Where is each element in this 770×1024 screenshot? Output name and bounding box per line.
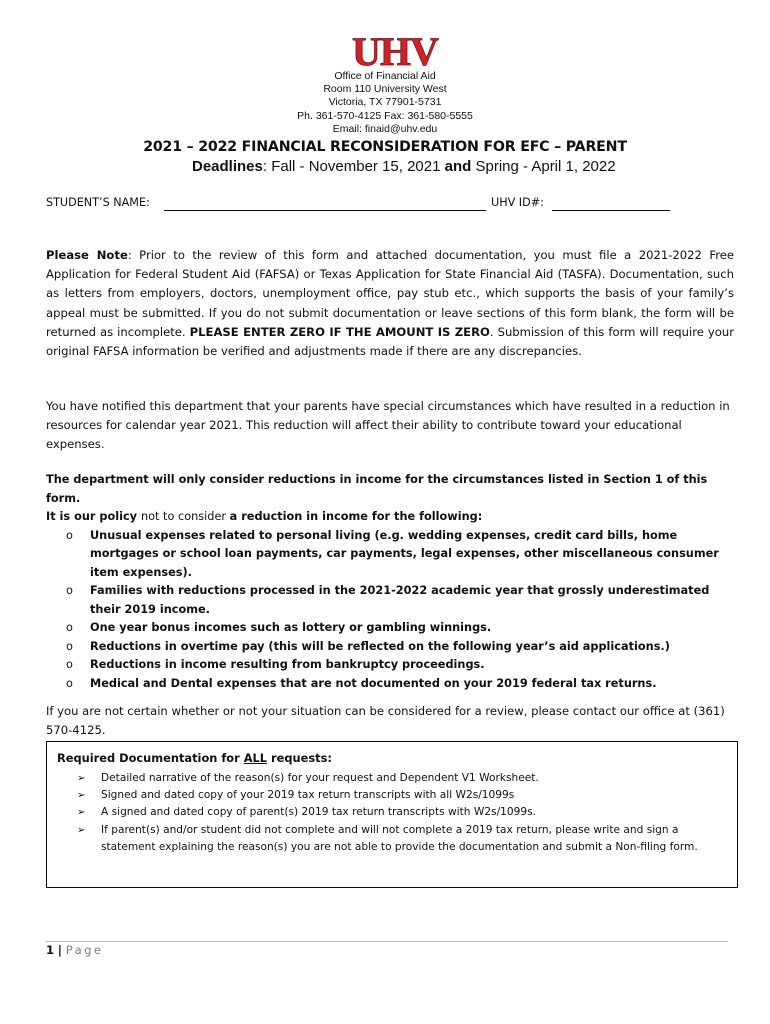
- contact-paragraph: If you are not certain whether or not your situation can be considered for a review, please contact our office at (361) 570-4125.: [46, 704, 725, 737]
- uhv-logo-graphic: [346, 33, 444, 69]
- uhv-id-field[interactable]: [552, 210, 670, 211]
- page-number: 1: [46, 943, 55, 957]
- footer-separator: |: [57, 943, 63, 957]
- enter-zero-notice: PLEASE ENTER ZERO IF THE AMOUNT IS ZERO: [189, 324, 490, 339]
- all-emphasis: ALL: [243, 751, 268, 765]
- page-footer: [46, 943, 103, 957]
- bullet-marker: o: [66, 658, 73, 671]
- bullet-marker: o: [66, 584, 73, 597]
- policy-line-2b: not to consider: [140, 510, 230, 523]
- uhv-logo: [346, 33, 444, 69]
- office-address: [0, 70, 770, 136]
- notified-paragraph: You have notified this department that your parents have special circumstances which have resulted in a reduction in resources for calendar year 2021. This reduction will affect their ability to contribute toward your educational expenses.: [46, 399, 730, 452]
- form-title: 2021 – 2022 FINANCIAL RECONSIDERATION FOR EFC – PARENT: [143, 139, 627, 155]
- policy-line-1: The department will only consider reductions in income for the circumstances listed in Section 1 of this form.: [46, 473, 708, 505]
- footer-divider: [46, 941, 728, 942]
- list-item: ➢ Detailed narrative of the reason(s) for your request and Dependent V1 Worksheet.: [57, 770, 729, 787]
- bullet-marker: o: [66, 528, 73, 542]
- page-label: Page: [65, 943, 104, 957]
- student-name-field[interactable]: [164, 210, 486, 211]
- bullet-marker: o: [66, 639, 73, 653]
- arrow-bullet-icon: ➢: [77, 824, 86, 836]
- list-item: o Reductions in overtime pay (this will be reflected on the following year’s aid applications.): [46, 638, 734, 657]
- bullet-marker: o: [66, 621, 73, 634]
- list-item: ➢ A signed and dated copy of parent(s) 2019 tax return transcripts with W2s/1099s.: [57, 804, 729, 821]
- deadlines: [192, 158, 616, 175]
- required-documentation-heading: Required Documentation for ALL requests:: [57, 751, 332, 765]
- required-documentation-list: [57, 770, 729, 856]
- uhv-id-label: UHV ID#:: [491, 196, 544, 209]
- please-note-text-2: . Submission of this form will require your original FAFSA information be verified and adjustments made if there are any discrepancies.: [46, 324, 734, 359]
- list-item: ➢ If parent(s) and/or student did not complete and will not complete a 2019 tax return, please write and sign a statement explaining the reason(s) you are not able to provide the documentation and submit a Non-filing form.: [77, 823, 698, 853]
- office-room: Room 110 University West: [323, 83, 447, 96]
- deadlines-spring: Spring - April 1, 2022: [471, 158, 616, 175]
- bullet-marker: o: [66, 676, 73, 690]
- excluded-reductions-list: [46, 527, 734, 694]
- policy-section: [46, 471, 734, 693]
- list-item: ➢ Signed and dated copy of your 2019 tax return transcripts with all W2s/1099s: [57, 787, 729, 804]
- office-phone: Ph. 361-570-4125 Fax: 361-580-5555: [297, 109, 473, 122]
- required-documentation-box: [46, 741, 738, 888]
- student-name-label: STUDENT’S NAME:: [46, 196, 150, 209]
- please-note-text: : Prior to the review of this form and attached documentation, you must file a 2021-2022 Free Application for Federal Student Aid (FAFSA) or Texas Application for State Financial Aid (TASFA). Documentation, such as letters from employers, doctors, unemployment office, pay stub etc., which supports the basis of your family’s appeal must be submitted. If you do not submit documentation or leave sections of this form blank, the form will be returned as incomplete.: [46, 248, 734, 339]
- policy-line-2a: It is our policy: [46, 510, 141, 523]
- list-item: o Medical and Dental expenses that are not documented on your 2019 federal tax returns.: [46, 675, 734, 694]
- deadlines-and: and: [444, 158, 472, 175]
- list-item: o Reductions in income resulting from bankruptcy proceedings.: [46, 656, 734, 675]
- list-item: o One year bonus incomes such as lottery or gambling winnings.: [46, 619, 734, 638]
- please-note-label: Please Note: [46, 248, 128, 262]
- arrow-bullet-icon: ➢: [77, 773, 86, 784]
- deadlines-fall: : Fall - November 15, 2021: [262, 158, 445, 175]
- office-city: Victoria, TX 77901-5731: [328, 96, 442, 109]
- arrow-bullet-icon: ➢: [77, 807, 86, 819]
- policy-line-2c: a reduction in income for the following:: [229, 510, 483, 523]
- office-name: Office of Financial Aid: [334, 70, 436, 82]
- uhv-logo-text: UHV: [352, 33, 438, 69]
- list-item: o Unusual expenses related to personal living (e.g. wedding expenses, credit card bills, home mortgages or school loan payments, car payments, legal expenses, other miscellaneous consumer item expenses).: [66, 528, 719, 579]
- office-email: Email: finaid@uhv.edu: [332, 122, 438, 135]
- policy-line-2: [46, 508, 734, 527]
- deadlines-label: Deadlines: [192, 158, 263, 175]
- arrow-bullet-icon: ➢: [77, 790, 86, 802]
- list-item: o Families with reductions processed in the 2021-2022 academic year that grossly underestimated their 2019 income.: [66, 584, 710, 616]
- please-note-paragraph: [46, 246, 734, 361]
